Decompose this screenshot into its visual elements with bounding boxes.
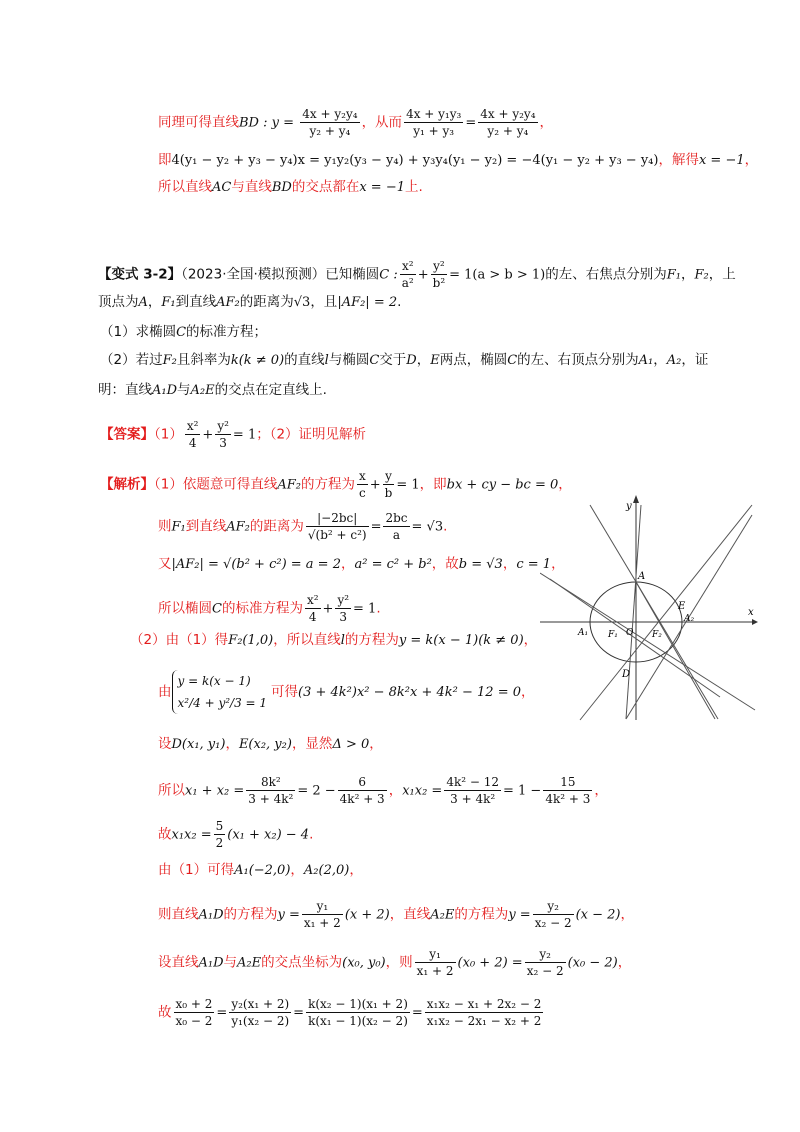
text: ，: [617, 954, 632, 971]
text: 的交点都在: [291, 179, 360, 195]
problem-tag: 【变式 3-2】: [98, 266, 182, 283]
math: C: [212, 601, 222, 617]
denominator: x₂ − 2: [534, 916, 572, 930]
text: ，: [558, 476, 572, 493]
text: 可得: [271, 684, 299, 700]
solution-line-11: [158, 898, 634, 931]
math: |AF₂| = 2: [337, 295, 398, 310]
math: √3: [293, 295, 311, 310]
denominator: y₁(x₂ − 2): [231, 1014, 290, 1028]
text: 的方程为: [300, 476, 355, 493]
system-eq-1: y = k(x − 1): [177, 674, 251, 688]
denominator: x₁x₂ − 2x₁ − x₂ + 2: [426, 1014, 542, 1028]
text: ，: [523, 632, 538, 648]
denominator: b²: [432, 276, 446, 290]
math: F₂(1,0): [228, 633, 274, 648]
text: 到直线: [185, 518, 227, 535]
numerator: 5: [215, 819, 224, 833]
text: ，上: [708, 266, 736, 283]
fraction: [543, 774, 592, 807]
numerator: y²: [337, 593, 350, 607]
fraction: [525, 946, 566, 979]
fraction: [415, 946, 456, 979]
math: F₁: [161, 295, 176, 310]
denominator: x₁ + 2: [416, 964, 454, 978]
text: ，: [539, 114, 553, 131]
denominator: 3 + 4k²: [450, 792, 496, 806]
math: k(k ≠ 0): [230, 353, 285, 368]
problem-line-5: [98, 380, 327, 401]
math: = 1(a > b > 1): [449, 267, 546, 283]
numerator: 6: [338, 774, 387, 791]
math: b = √3: [458, 557, 503, 572]
numerator: x: [358, 469, 366, 483]
solution-line-12: [158, 946, 631, 979]
math: C: [507, 353, 518, 368]
text: 的距离为: [239, 294, 294, 310]
math: |AF₂| = √(b² + c²) = a = 2: [171, 557, 341, 572]
numerator: 4x + y₂y₄: [480, 107, 536, 121]
line-D: [626, 505, 641, 719]
text: 两点，椭圆: [439, 352, 508, 368]
origin-label: O: [626, 628, 634, 638]
text: 由（1）可得: [158, 862, 235, 878]
text: 即: [158, 152, 172, 168]
text: 又: [158, 556, 172, 572]
text: 与直线: [231, 179, 272, 195]
denominator: c: [358, 486, 366, 500]
numerator: y₂: [533, 898, 574, 915]
text: .: [397, 294, 402, 310]
numerator: y₂(x₁ + 2): [231, 997, 290, 1011]
text: ，: [340, 556, 355, 572]
text: 则直线: [158, 906, 199, 923]
x-axis-label: x: [748, 607, 754, 618]
math: x₁x₂ =: [171, 827, 212, 843]
numerator: y₁: [302, 898, 343, 915]
text: 的距离为: [249, 518, 304, 535]
text: 所以椭圆: [158, 600, 212, 617]
text: ，: [349, 862, 363, 878]
denominator: 3 + 4k²: [248, 792, 294, 806]
math: A₂(2,0): [303, 863, 350, 878]
problem-line-2: [98, 292, 401, 313]
numerator: k(x₂ − 1)(x₁ + 2): [308, 997, 408, 1011]
system-eq-2: x²/4 + y²/3 = 1: [177, 696, 268, 710]
math: 4(y₁ − y₂ + y₃ − y₄)x = y₁y₂(y₃ − y₄) + y₃y₄(y₁ − y₂) = −4(y₁ − y₂ + y₃ − y₄): [171, 153, 659, 168]
math: (x − 2): [575, 907, 621, 923]
math: AF₂: [226, 519, 250, 535]
text: ，: [620, 906, 634, 923]
math: A₁: [638, 353, 654, 368]
numerator: 4k² − 12: [446, 775, 499, 789]
fraction: [431, 258, 448, 291]
fraction: [214, 818, 226, 851]
math: (x₀ − 2): [567, 955, 618, 971]
math: (3 + 4k²)x² − 8k²x + 4k² − 12 = 0: [298, 685, 521, 700]
text: 的方程为: [344, 632, 399, 648]
math: A₂E: [237, 955, 262, 971]
solution-line-8: [158, 774, 608, 807]
text: （2023·全国·模拟预测）已知椭圆: [181, 266, 380, 283]
denominator: x₂ − 2: [526, 964, 564, 978]
text: ，即: [419, 476, 447, 493]
point-A-label: A: [638, 571, 646, 582]
math: x = −1: [359, 180, 405, 195]
line-through-A: [590, 505, 718, 719]
denominator: y₂ + y₄: [309, 124, 351, 138]
math: E(x₂, y₂): [238, 737, 292, 752]
y-axis-label: y: [626, 501, 632, 512]
math: E: [430, 353, 440, 368]
text: 的左、右顶点分别为: [517, 352, 639, 368]
text: 的方程为: [454, 906, 509, 923]
math: c = 1: [516, 557, 552, 572]
solution-line-7: [158, 734, 383, 755]
denominator: x₁ + 2: [303, 916, 341, 930]
solution-line-9: [158, 818, 313, 851]
solution-line-1: [100, 468, 572, 501]
x-axis-arrow: [752, 619, 758, 625]
denominator: 4: [308, 610, 317, 624]
math: Δ > 0: [332, 737, 370, 752]
math: l: [340, 633, 345, 648]
denominator: 4k² + 3: [545, 792, 591, 806]
fraction: [302, 898, 343, 931]
text: ，: [551, 556, 565, 572]
line-extra: [540, 573, 755, 710]
text: 的直线: [284, 352, 325, 368]
numerator: y₁: [415, 946, 456, 963]
point-F1-label: F₁: [608, 630, 618, 640]
math: y = k(x − 1)(k ≠ 0): [398, 633, 524, 648]
math: A₁(−2,0): [234, 863, 291, 878]
math: A₁D: [152, 383, 178, 398]
solution-line-3: [158, 554, 565, 575]
math: A₂E: [190, 383, 215, 398]
math: C :: [379, 267, 398, 283]
denominator: 3: [219, 436, 227, 450]
text: 所以直线: [158, 179, 212, 195]
text: ，: [744, 152, 759, 168]
solution-line-6: [158, 670, 535, 714]
answer-tag: 【答案】: [100, 426, 154, 443]
text: 明：直线: [98, 382, 152, 398]
math: bx + cy − bc = 0: [446, 477, 559, 493]
text: ，直线: [389, 906, 431, 923]
y-axis-arrow: [633, 495, 639, 503]
fraction: [300, 106, 359, 139]
text: ，: [225, 736, 239, 752]
text: 与: [223, 954, 238, 971]
fraction: [174, 996, 215, 1029]
math: F₂: [694, 267, 709, 283]
math: AC: [212, 180, 232, 195]
text: 的标准方程为: [221, 600, 303, 617]
text: .: [309, 826, 314, 843]
solution-line-13: [158, 996, 545, 1029]
denominator: a: [392, 528, 401, 542]
text: ，: [680, 266, 695, 283]
text: ，从而: [361, 114, 403, 131]
proof-line-2: [158, 150, 758, 171]
text: 的左、右焦点分别为: [545, 266, 667, 283]
text: 的标准方程；: [186, 324, 268, 340]
text: 交于: [379, 352, 407, 368]
math: BD : y =: [239, 115, 294, 131]
fraction: [400, 258, 416, 291]
text: ，: [502, 556, 517, 572]
math: y =: [508, 907, 531, 923]
fraction: [383, 510, 409, 543]
fraction: [305, 592, 321, 625]
proof-line-3: [158, 177, 423, 198]
proof-line-1: [158, 106, 553, 139]
math: =: [293, 1005, 305, 1021]
text: 到直线: [175, 294, 217, 310]
math: = 1: [396, 477, 420, 493]
text: ，所以直线: [273, 632, 341, 648]
text: .: [443, 518, 448, 535]
fraction: [478, 106, 537, 139]
text: ，解得: [658, 152, 699, 168]
math: (x + 2): [344, 907, 390, 923]
text: 的交点坐标为: [261, 954, 343, 971]
text: 设直线: [158, 954, 199, 971]
math: (x₀ + 2) =: [457, 955, 523, 971]
denominator: y₂ + y₄: [487, 124, 529, 138]
numerator: 8k²: [246, 774, 295, 791]
text: ，且: [310, 294, 338, 310]
denominator: √(b² + c²): [307, 528, 367, 542]
text: ；（2）证明见解析: [256, 426, 367, 443]
math: x₁ + x₂ =: [185, 783, 245, 799]
point-E-label: E: [678, 601, 686, 612]
numerator: y²: [431, 258, 448, 275]
denominator: x₀ − 2: [175, 1014, 213, 1028]
line-right: [580, 505, 752, 720]
math: F₁: [666, 267, 681, 283]
math: (x₁ + x₂) − 4: [227, 827, 310, 843]
fraction: [357, 468, 368, 501]
solution-line-2: [158, 510, 447, 543]
math: l: [324, 353, 329, 368]
fraction: [383, 468, 395, 501]
numerator: y: [383, 468, 395, 485]
math: = 1 −: [503, 783, 542, 799]
text: 的方程为: [223, 906, 278, 923]
denominator: 3: [339, 610, 348, 624]
text: （2）若过: [100, 352, 163, 368]
math: a² = c² + b²: [354, 557, 432, 572]
text: ，: [521, 684, 535, 700]
math: AF₂: [277, 477, 301, 493]
text: （1）: [154, 426, 183, 443]
point-F2-label: F₂: [652, 630, 662, 640]
math: +: [417, 267, 429, 283]
text: 的交点在定直线上.: [214, 382, 327, 398]
math: (x₀, y₀): [342, 955, 386, 971]
text: ，: [416, 352, 431, 368]
fraction: [444, 774, 501, 807]
answer-line: [100, 418, 366, 451]
fraction: [215, 418, 231, 451]
math: =: [370, 519, 382, 535]
math: +: [369, 477, 381, 493]
text: 设: [158, 736, 172, 752]
math: F₂: [162, 353, 177, 368]
text: （1）求椭圆: [100, 324, 177, 340]
numerator: 4x + y₁y₃: [406, 107, 462, 121]
numerator: 2bc: [385, 511, 408, 525]
math: A₂E: [430, 907, 455, 923]
math: = 2 −: [297, 783, 336, 799]
text: ，显然: [291, 736, 333, 752]
text: ，: [290, 862, 304, 878]
math: C: [369, 353, 380, 368]
math: C: [176, 325, 187, 340]
math: =: [411, 1005, 423, 1021]
denominator: y₁ + y₃: [413, 124, 455, 138]
text: ，证: [681, 352, 709, 368]
fraction: [338, 774, 387, 807]
text: ，: [388, 782, 403, 799]
math: = 1: [232, 427, 257, 443]
line-A-F2: [636, 582, 715, 719]
fraction: [425, 996, 544, 1029]
math: = √3: [411, 519, 444, 535]
text: 故: [158, 1004, 172, 1021]
fraction: [306, 510, 369, 543]
numerator: |−2bc|: [306, 510, 369, 527]
text: ，: [147, 294, 162, 310]
fraction: [533, 898, 574, 931]
point-D-label: D: [622, 669, 631, 680]
fraction: [404, 106, 463, 139]
text: 故: [158, 826, 172, 843]
problem-line-1: [98, 258, 736, 291]
math: y =: [277, 907, 300, 923]
math: =: [465, 115, 477, 131]
math: F₁: [171, 519, 186, 535]
math: BD: [271, 180, 292, 195]
text: 则: [158, 518, 172, 535]
text: ，: [594, 782, 608, 799]
math: D: [406, 353, 417, 368]
math: A: [138, 295, 148, 310]
numerator: y²: [217, 419, 229, 433]
solution-line-5: [130, 630, 537, 651]
numerator: y₂: [525, 946, 566, 963]
text: （1）依题意可得直线: [154, 476, 278, 493]
numerator: x²: [186, 419, 199, 433]
equation-system: [172, 670, 268, 714]
text: ，: [653, 352, 667, 368]
numerator: x²: [306, 593, 319, 607]
math: +: [322, 601, 334, 617]
problem-question-1: [100, 322, 267, 343]
math: A₁D: [198, 907, 224, 923]
math: +: [202, 427, 214, 443]
math: x = −1: [698, 153, 745, 168]
denominator: k(x₁ − 1)(x₂ − 2): [308, 1014, 408, 1028]
math: AF₂: [216, 295, 240, 310]
numerator: x₁x₂ − x₁ + 2x₂ − 2: [426, 997, 542, 1011]
numerator: 15: [543, 774, 592, 791]
numerator: x₀ + 2: [175, 997, 213, 1011]
text: .: [376, 600, 381, 617]
math: x₁x₂ =: [402, 783, 443, 799]
fraction: [185, 418, 201, 451]
fraction: [335, 592, 351, 625]
denominator: a²: [401, 276, 414, 290]
fraction: [229, 996, 291, 1029]
math: A₁D: [198, 955, 224, 971]
text: 所以: [158, 782, 185, 799]
math: D(x₁, y₁): [171, 737, 226, 752]
text: （2）由（1）得: [130, 632, 229, 648]
denominator: 4k² + 3: [339, 792, 385, 806]
numerator: 4x + y₂y₄: [302, 107, 358, 121]
math: A₂: [666, 353, 682, 368]
text: ，: [369, 736, 383, 752]
denominator: 2: [215, 836, 224, 850]
text: ，故: [431, 556, 459, 572]
text: 上.: [404, 179, 423, 195]
denominator: 4: [188, 436, 197, 450]
text: 同理可得直线: [158, 114, 239, 131]
problem-question-2: [100, 350, 708, 371]
math: = 1: [353, 601, 377, 617]
text: 顶点为: [98, 294, 139, 310]
fraction: [306, 996, 410, 1029]
text: ，则: [385, 954, 413, 971]
ellipse-figure: [540, 495, 760, 725]
text: 与椭圆: [328, 352, 370, 368]
point-A1-label: A₁: [578, 628, 589, 638]
point-A2-label: A₂: [684, 614, 695, 624]
numerator: x²: [400, 258, 416, 275]
fraction: [246, 774, 295, 807]
text: 由: [158, 684, 172, 700]
solution-line-10: [158, 860, 363, 881]
denominator: b: [384, 486, 393, 500]
text: 且斜率为: [176, 352, 231, 368]
text: 与: [177, 382, 191, 398]
solution-tag: 【解析】: [100, 476, 154, 493]
math: =: [216, 1005, 228, 1021]
solution-line-4: [158, 592, 381, 625]
